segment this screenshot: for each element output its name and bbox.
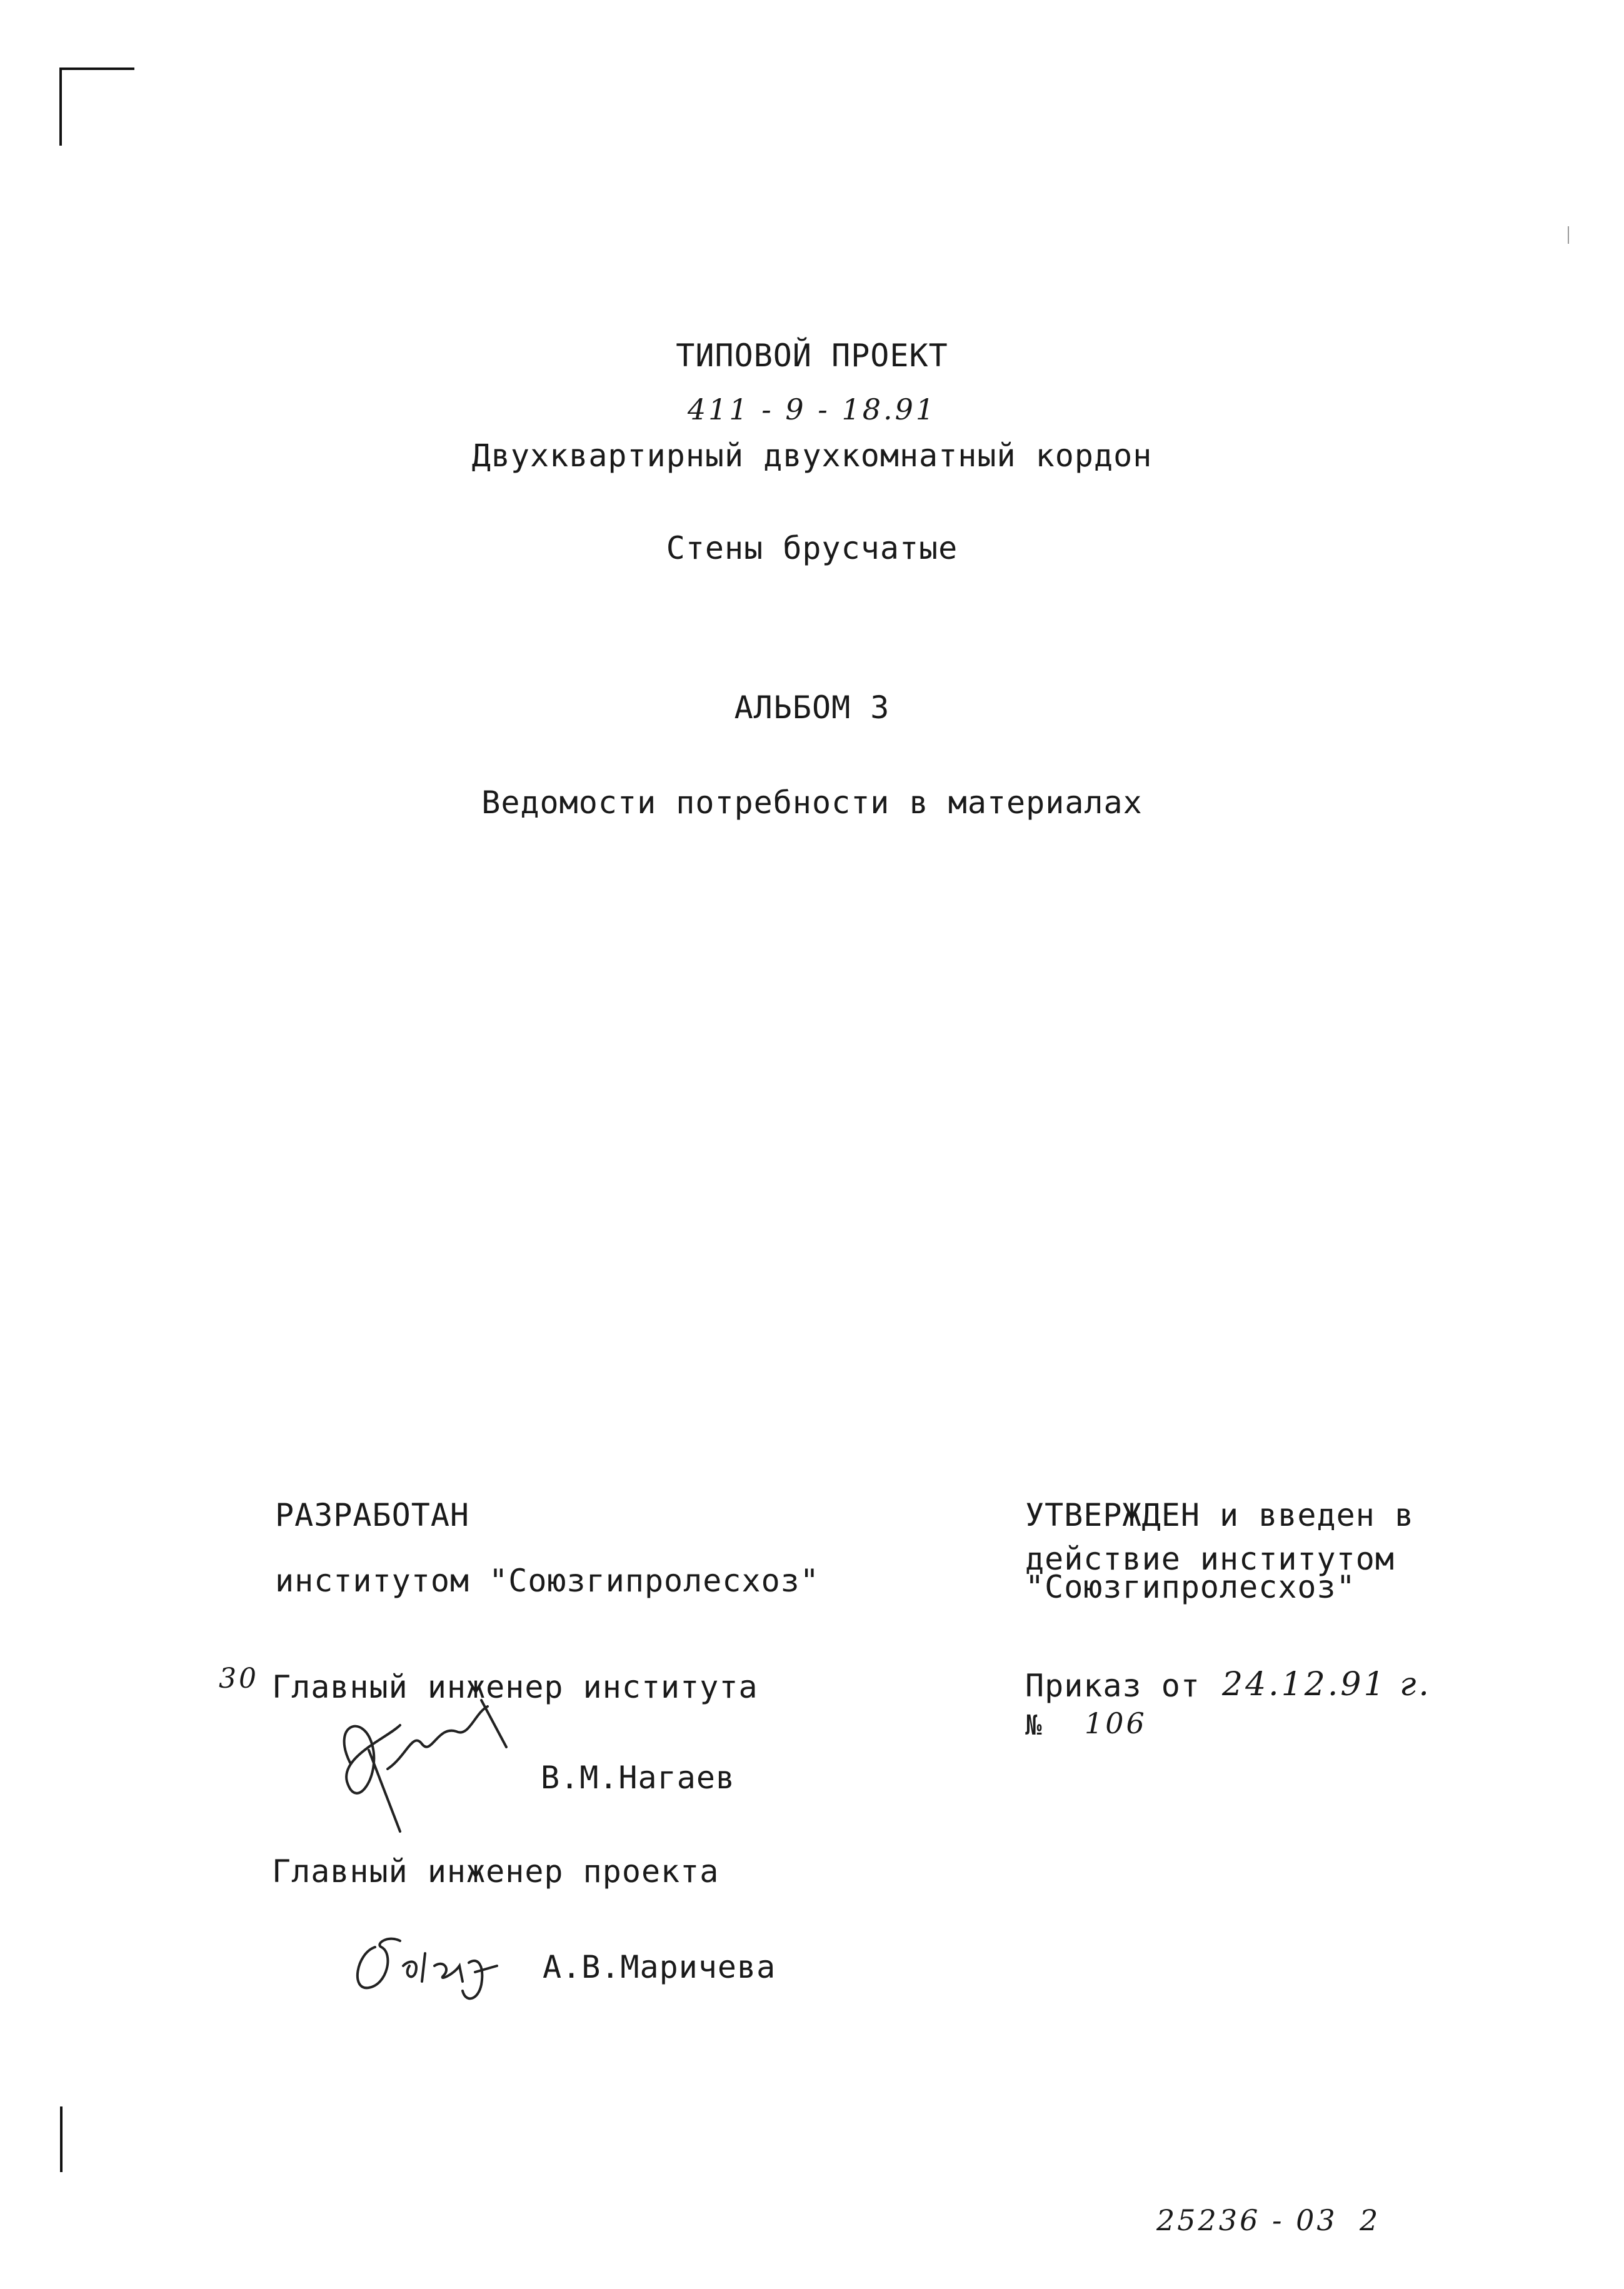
chief-engineer-project-name: А.В.Маричева	[543, 1949, 776, 1985]
handwritten-note: 30	[219, 1663, 259, 1695]
doc-code: 25236 - 03	[1156, 2203, 1338, 2237]
order-number-label: №	[1025, 1710, 1043, 1741]
chief-engineer-institute-name: В.М.Нагаев	[541, 1760, 736, 1796]
chief-engineer-institute-title: Главный инженер института	[272, 1669, 758, 1705]
doc-type: ТИПОВОЙ ПРОЕКТ	[676, 338, 948, 374]
margin-mark-bottom-left	[60, 2106, 63, 2172]
album-number: АЛЬБОМ 3	[734, 689, 890, 726]
album-subject: Ведомости потребности в материалах	[481, 784, 1143, 821]
project-number: 411 - 9 - 18.91	[687, 393, 937, 426]
project-name: Двухквартирный двухкомнатный кордон	[471, 438, 1153, 474]
corner-mark-top-left-vertical	[59, 68, 62, 146]
order-date: 24.12.91 г.	[1222, 1666, 1431, 1703]
margin-mark-top-right	[1568, 226, 1569, 244]
walls-type: Стены брусчатые	[666, 530, 958, 566]
approved-line1: УТВЕРЖДЕН и введен в	[1025, 1497, 1415, 1533]
corner-mark-top-left-horizontal	[59, 68, 134, 70]
approved-line3: "Союзгипролесхоз"	[1025, 1569, 1356, 1605]
order-number: 106	[1085, 1706, 1147, 1740]
developed-by: институтом "Союзгипролесхоз"	[275, 1563, 820, 1599]
signature-maricheva	[350, 1928, 513, 2010]
chief-engineer-project-title: Главный инженер проекта	[272, 1853, 719, 1890]
signature-nagaev	[313, 1688, 513, 1838]
developed-label: РАЗРАБОТАН	[275, 1497, 470, 1533]
page-number: 2	[1360, 2203, 1381, 2237]
order-label: Приказ от	[1025, 1668, 1200, 1704]
approved-line2: действие институтом	[1025, 1541, 1395, 1577]
